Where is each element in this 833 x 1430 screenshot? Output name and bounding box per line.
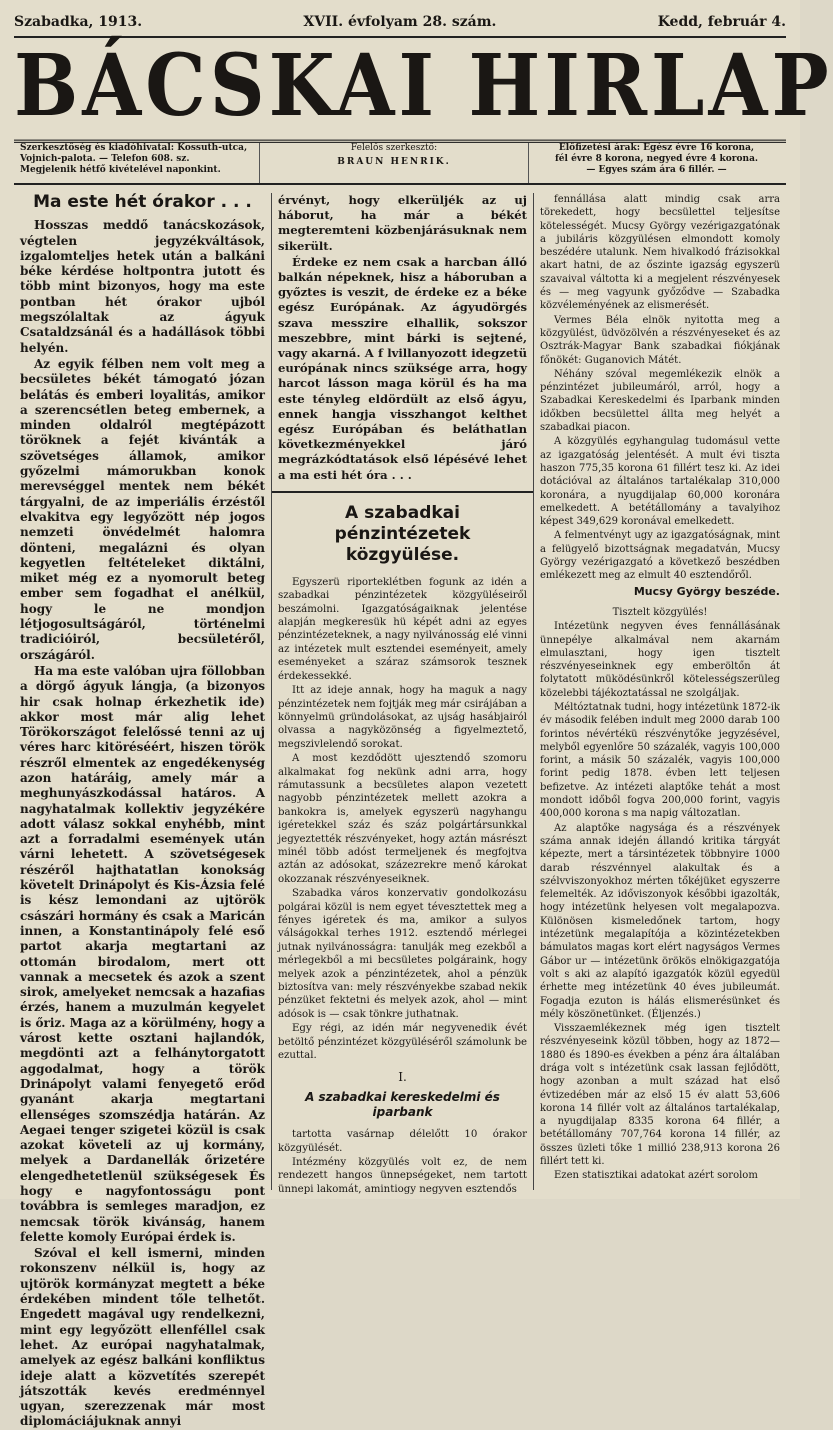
article-2-title: A szabadkai pénzintézetek közgyülése.	[334, 502, 471, 565]
article-1-paragraph: Az egyik félben nem volt meg a becsületes békét támogató józan belátás és emberi loyalitás, amikor a szerencsétlen beteg embernek, a minden oldalról megtépázott töröknek a fejét kivánták a szövetséges államok, amikor győzelmi mámorukban konok merevséggel mentek nem békét tárgyalni, de az imperiális érzéstől elvakitva egy legyőzött nép jogos nemzeti önvédelmét halomra dönteni, megalázni és olyan kegyetlen feltételeket diktálni, miket még ez a nyomorult beteg ember sem fogadhat el anélkül, hogy le ne mondjon létjogosultságáról, történelmi tradicióiról, becsületéről, országáról.	[20, 356, 265, 662]
article-1-paragraph: Ha ma este valóban ujra föllobban a dörgő ágyuk lángja, (a bizonyos hir csak holnap érkezhetik ide) akkor most már alig lehet Törökországot felelőssé tenni az uj véres harc kitöréséért, hiszen török részről elmentek az engedékenység azon határáig, amely már a meghunyászkodással határos. A nagyhatalmak kollektiv jegyzékére adott válasz sokkal enyhébb, mint azt a forradalmi események után várni lehetett. A szövetségesek részéről hajthatatlan konokság követelt Drinápolyt és Kis-Ázsia felé is kész lemondani az ujtörök császári hormány és csak a Maricán innen, a Konstantinápoly felé eső partot akarja megtartani az ottomán birodalom, mert ott vannak a mecsetek és azok a szent sirok, amelyeket nemcsak a hazafias érzés, hanem a muzulmán kegyelet is őriz. Maga az a körülmény, hogy a várost kette osztani hajlandók, megdönti azt a felhánytorgatott aggodalmat, hogy a török Drinápolyt valami fenyegető erőd gyanánt akarja megtartani ellenséges szomszédja határán. Az Aegaei tenger szigetei közül is csak azokat követeli az uj kormány, melyek a Dardanellák őrizetére elengedhetetlenül szükségesek És hogy e nagyfontosságu pont továbbra is semleges maradjon, ez nemcsak török kivánság, hanem felette komoly Európai érdek is.	[20, 663, 265, 1244]
columns	[14, 185, 786, 1429]
info-bar	[14, 137, 786, 185]
speech-paragraph: Intézetünk negyven éves fennállásának ünnepélye alkalmával nem akarnám elmulasztani, hogy igen tisztelt részvényeseinknek egy emberöltőn át folytatott müködésünkről kötelességszerüleg közelebbi tájékoztatással ne szolgáljak.	[540, 621, 780, 699]
article-1-paragraph: Szóval el kell ismerni, minden rokonszenv nélkül is, hogy az ujtörök kormányzat megtett a béke érdekében mindent tőle telhetőt. Engedett magával ugy rendelkezni, mint egy legyőzött ellenféllel csak lehet. Az európai nagyhatalmak, amelyek az egész balkáni konfliktus ideje alatt a közvetítés szerepét játszották kevés eredménnyel ugyan, szerezzenak már most diplomáciájuknak annyi	[20, 1246, 265, 1429]
article-2-paragraph: Egy régi, az idén már negyvenedik évét betöltő pénzintézet közgyüléséről számolunk be ezuttal.	[278, 1023, 527, 1062]
article-1-continuation: érvényt, hogy elkerüljék az uj háborut, ha már a békét megteremteni közbenjárásuknak nem sikerült.	[278, 193, 527, 253]
speech-title: Mucsy György beszéde.	[633, 584, 780, 598]
editor-label: Felelős szerkesztő:	[350, 143, 438, 153]
article-1-title: Ma este hét órakor . . .	[33, 192, 252, 212]
article-2-body	[278, 576, 527, 1196]
article-1-paragraph: Hosszas meddő tanácskozások, végtelen jegyzékváltások, izgalomteljes hetek után a balkáni béke kérdése holtpontra jutott és több mint bizonyos, hogy ma este pontban hét órakor ujból megszólaltak az ágyuk Csataldzsánál és a hadállások többi helyén.	[20, 218, 265, 355]
prices-line-2: fél évre 8 korona, negyed évre 4 korona.	[554, 154, 759, 164]
article-divider	[272, 491, 533, 493]
speech-paragraph: Visszaemlékeznek még igen tisztelt részvényeseink közül többen, hogy az 1872—1880 és 1890-es években a pénz ára általában drága volt s intézetünk csak lassan fejlődött, hogy azonban a mult század hat első évtizedében már az első 15 év alatt 53,606 korona 14 fillér volt az általános tartalékalap, a nyugdijalap 8335 korona 64 fillér, a betétállomány 707,764 korona 14 fillér, az összes üzleti tőke 1 millió 238,913 korona 26 fillért tett ki.	[540, 1023, 780, 1168]
article-2-subtitle: A szabadkai kereskedelmi és iparbank	[305, 1089, 500, 1119]
publication-schedule: Megjelenik hétfő kivételével naponkint.	[20, 165, 221, 175]
article-1-continuation: Érdeke ez nem csak a harcban álló balkán népeknek, hisz a háboruban a győztes is veszit, de érdeke ez a béke egész Európának. Az ágyudörgés szava messzire elhallik, sokszor meszebbre, mint bárki is sejtené, vagy akarná. A f lvillanyozott idegzetü európának nincs szüksége arra, hogy harcot lásson maga körül és ha ma este tényleg eldördült az első ágyu, ennek hangja visszhangot kelthet egész Európában és beláthatlan következményekkel járó megrázkódtatások első lépésévé lehet a ma esti hét óra . . .	[278, 254, 527, 482]
prices-line-3: — Egyes szám ára 6 fillér. —	[586, 165, 727, 175]
article-2-paragraph: tartotta vasárnap délelőtt 10 órakor közgyülését.	[278, 1129, 527, 1154]
article-2-paragraph: Vermes Béla elnök nyitotta meg a közgyülést, üdvözölvén a részvényeseket és az Osztrák-Magyar Bank szabadkai fiókjának főnökét: Guganovich Mátét.	[540, 314, 780, 366]
day-date: Kedd, február 4.	[657, 14, 786, 30]
editor-name: BRAUN HENRIK.	[337, 157, 451, 167]
speech-paragraph: Ezen statisztikai adatokat azért sorolom	[554, 1170, 758, 1182]
article-2-paragraph: Intézmény közgyülés volt ez, de nem rendezett hangos ünnepségeket, nem tartott ünnepi lakomát, amintiogy negyven esztendős	[278, 1156, 527, 1195]
section-numeral: I.	[398, 1070, 407, 1085]
place-year: Szabadka, 1913.	[14, 14, 143, 30]
article-2-paragraph: A közgyülés egyhangulag tudomásul vette az igazgatóság jelentését. A mult évi tiszta haszon 775,35 korona 61 fillért tesz ki. Az idei dotációval az általános tartalékalap 310,000 koronára, a nyugdijalap 60,000 koronára emelkedett. A betétállomány a tavalyihoz képest 349,629 koronával emelkedett.	[540, 436, 780, 528]
column-2	[272, 193, 534, 1195]
article-2-paragraph: A felmentvényt ugy az igazgatóságnak, mint a felügyelő bizottságnak megadatván, Mucsy György vezérigazgató a következő beszédben emlékezett meg az elmult 40 esztendőről.	[540, 530, 780, 582]
article-2-paragraph: fennállása alatt mindig csak arra törekedett, hogy becsülettel teljesítse kötelességét. Mucsy György vezérigazgatónak a jubiláris közgyülésen elmondott komoly beszédére utalunk. Nem hivalkodó frázisokkal akart hatni, de az őszinte igazság egyszerü szavaival váltotta ki a megjelent részvényesek és — meg vagyunk győződve — Szabadka közvéleményének az elismerését.	[540, 194, 780, 312]
column-1	[14, 192, 272, 1429]
article-2-paragraph: Néhány szóval megemlékezik elnök a pénzintézet jubileumáról, arról, hogy a Szabadkai Kereskedelmi és Iparbank minden időkben becsülettel állta meg helyét a szabadkai piacon.	[540, 368, 780, 434]
column-3	[534, 193, 786, 1190]
editor-info	[259, 143, 529, 183]
speech-paragraph: Méltóztatnak tudni, hogy intézetünk 1872-ik év második felében indult meg 2000 darab 100 forintos névértékü részvénytőke jegyzésével, melyből egyenlőre 50 százalék, vagyis 100,000 forint, a másik 50 százalék, vagyis 100,000 forint pedig 1878. évben lett teljesen befizetve. Az intézeti alaptőke tehát a most mondott időből fogva 200,000 forint, vagyis 400,000 korona s ma napig változatlan.	[540, 701, 780, 820]
article-2-paragraph: Egyszerü riporteklétben fogunk az idén a szabadkai pénzintézetek közgyüléseiről beszámolni. Igazgatóságaiknak jelentése alapján megkeresük hü képét adni az egyes pénzintézeteknek, a nagy nyilvánosság elé vinni az intézetek mult esztendei eseményeit, amely eseményeket a száraz számsorok tesznek érdekessekké.	[278, 576, 527, 682]
subscription-prices	[529, 143, 784, 183]
prices-line-1: Előfizetési árak: Egész évre 16 korona,	[558, 143, 755, 153]
masthead-title: BÁCSKAI HIRLAP	[14, 32, 786, 143]
office-address: Szerkesztőség és kiadóhivatal: Kossuth-utca, Vojnich-palota. — Telefon 608. sz.	[20, 143, 248, 164]
office-info	[14, 143, 259, 183]
speech-greeting: Tisztelt közgyülés!	[612, 606, 708, 618]
article-2-paragraph: A most kezdődött ujesztendő szomoru alkalmakat fog nekünk adni arra, hogy rámutassunk a becsületes alapon vezetett nagyobb pénzintézetek mellett azokra a bankokra is, amelyek egyszerü nagyhangu igéretekkel száz és száz polgártársunkkal jegyeztették részvényeket, hogy aztán másrészt minél több adóst termeljenek és megfojtva aztán az adósokat, százezrekre menő károkat okozzanak részvényeseiknek.	[278, 753, 527, 885]
article-2-paragraph: Szabadka város konzervativ gondolkozásu polgárai közül is nem egyet tévesztettek meg a fényes igéretek és ma, amikor a sulyos válságokkal terhes 1912. esztendő mérlegei jutnak nyilvánosságra: tanulják meg ezekből a mérlegekből a mi becsületes polgáraink, hogy melyek azok a pénzintézetek, ahol a pénzük biztosítva van: mely részvényekbe szabad nekik pénzüket fektetni és melyek azok, ahol — mint adósok is — csak tönkre juthatnak.	[278, 888, 527, 1020]
volume-issue: XVII. évfolyam 28. szám.	[303, 14, 497, 30]
speech-paragraph: Az alaptőke nagysága és a részvények száma annak idején állandó kritika tárgyát képezte, mert a társintézetek többnyire 1000 darab részvénnyel alakultak és a szélvviszonyokhoz mérten tőkéjüket egyszerre felemelték. Az időviszonyok későbbi igazolták, hogy intézetünk helyesen volt megalapozva. Különösen kismeledőnek tartom, hogy intézetünk megalapítója a közintézetekben bámulatos magas kort elért nagyságos Vermes Gábor ur — intézetünk örökös elnökigazgatója volt s aki az alapító igazgatók közül egyedül érhette meg intézetünk 40 éves jubileumát. Fogadja ezuton is hálás elismerésünket és mély köszönetünket. (Éljenzés.)	[540, 822, 780, 1020]
article-2-paragraph: Itt az ideje annak, hogy ha maguk a nagy pénzintézetek nem fojtják meg már csirájában a könnyelmü gründolásokat, az ujság hasábjairól olvassa a nagyközönség a figyelmeztető, megszivlelendő sorokat.	[278, 685, 527, 750]
